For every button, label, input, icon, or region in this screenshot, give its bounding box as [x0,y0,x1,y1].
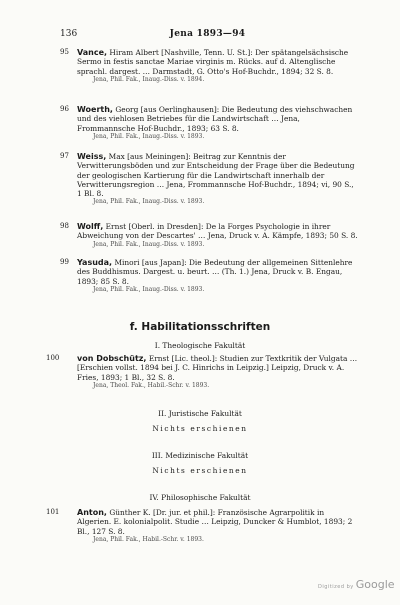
entry-text: Max [aus Meiningen]: Beitrag zur Kenntnis der Verwitterungsböden und zur Entscheidung der Frage über die Bedeutung der geologischen Kartierung für die Landwirtschaft innerhalb der Verwitterungsregion … Jena, Frommannsche Hof-Buchdr., 1894; vi, 90 S., 1 Bl. 8. [77,152,355,199]
entry-author: Yasuda, [77,258,113,267]
entry-author: Vance, [77,48,108,57]
entry-author: Weiss, [77,152,107,161]
faculty-philosophy: IV. Philosophische Fakultät [149,493,251,502]
digitized-watermark [318,578,395,591]
watermark-caption: Digitized by [318,584,354,590]
entry-note: Jena, Phil. Fak., Habil.-Schr. v. 1893. [93,535,204,543]
faculty-law: II. Juristische Fakultät [158,409,242,418]
entry-number: 95 [60,48,69,56]
page-header [60,29,355,43]
entry-note: Jena, Theol. Fak., Habil.-Schr. v. 1893. [93,381,210,389]
faculty-theology: I. Theologische Fakultät [154,341,246,350]
entry-note: Jena, Phil. Fak., Inaug.-Diss. v. 1893. [93,198,205,206]
page-number: 136 [60,29,78,39]
entry-author: von Dobschütz, [77,354,147,363]
faculty-medicine: III. Medizinische Fakultät [151,451,249,460]
entry-text: Hiram Albert [Nashville, Tenn. U. St.]: Der spätangelsächsische Sermo in festis sanctae Mariae virginis m. Rücks. auf d. Altenglische sprachl. dargest. … Darmstadt, G. Otto's Hof-Buchdr., 1894; 32 S. 8. [77,48,349,76]
watermark-logo: Google [355,578,395,591]
running-title: Jena 1893—94 [169,29,246,39]
entry-number: 97 [60,152,69,160]
entry-text: Ernst [Oberl. in Dresden]: De la Forges Psychologie in ihrer Abweichung von der Descartes' … Jena, Druck v. A. Kämpfe, 1893; 50 S. 8. [77,222,358,241]
entry-text: Günther K. [Dr. jur. et phil.]: Französische Agrarpolitik in Algerien. E. kolonialpolit. Studie … Leipzig, Duncker & Humblot, 1893; 2 Bl., 127 S. 8. [77,508,353,536]
entry-note: Jena, Phil. Fak., Inaug.-Diss. v. 1894. [93,75,205,83]
entry-text: Ernst [Lic. theol.]: Studien zur Textkritik der Vulgata … [Erschien vollst. 1894 bei J. C. Hinrichs in Leipzig.] Leipzig, Druck v. A. Fries, 1893; 1 Bl., 32 S. 8. [77,354,358,382]
entry-text: Georg [aus Oerlinghausen]: Die Bedeutung des viehschwachen und des viehlosen Betriebes für die Landwirtschaft … Jena, Frommannsche Hof-Buchdr., 1893; 63 S. 8. [77,105,353,133]
entry-note: Jena, Phil. Fak., Inaug.-Diss. v. 1893. [93,285,205,293]
entry-note: Jena, Phil. Fak., Inaug.-Diss. v. 1893. [93,240,205,248]
entry-number: 98 [60,222,69,230]
section-title: f. Habilitationsschriften [129,321,271,333]
entry-number: 101 [46,508,60,516]
entry-author: Woerth, [77,105,113,114]
entry-number: 96 [60,105,69,113]
nothing-published-law: Nichts erschienen [152,424,248,433]
entry-text: Minori [aus Japan]: Die Bedeutung der allgemeinen Sittenlehre des Buddhismus. Dargest. u. beurt. … (Th. 1.) Jena, Druck v. B. Engau, 1893; 85 S. 8. [77,258,353,286]
entry-note: Jena, Phil. Fak., Inaug.-Diss. v. 1893. [93,132,205,140]
entry-author: Wolff, [77,222,104,231]
entry-number: 99 [60,258,69,266]
nothing-published-medicine: Nichts erschienen [152,466,248,475]
entry-number: 100 [46,354,60,362]
entry-author: Anton, [77,508,107,517]
